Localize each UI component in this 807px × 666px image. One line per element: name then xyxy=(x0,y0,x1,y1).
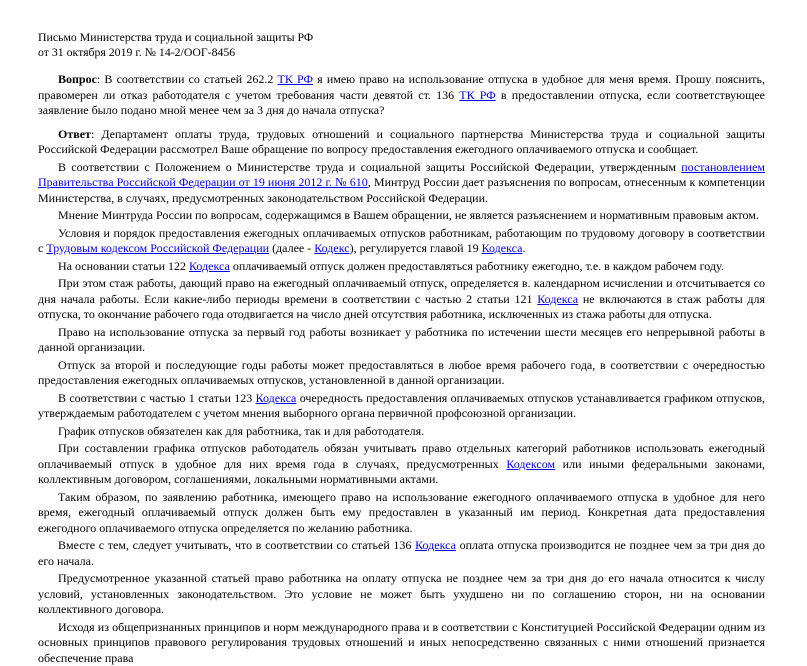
document-title: Письмо Министерства труда и социальной защиты РФ xyxy=(38,30,758,45)
answer-paragraph: Ответ: Департамент оплаты труда, трудовых отношений и социального партнерства Министерства труда и социальной защиты Российской Федерации рассмотрел Ваше обращение по вопросу предоставления ежегодного оплачиваемого отпуска и сообщает. xyxy=(38,127,765,158)
link-kodeks[interactable]: Кодекс xyxy=(314,241,349,255)
answer-paragraph: Предусмотренное указанной статьей право работника на оплату отпуска не позднее чем за три дня до его начала относится к числу условий, установленных законодательством. Это условие не может быть ухудшено ни по соглашению сторон, ни на основании коллективного договора. xyxy=(38,571,765,618)
link-labor-code[interactable]: Трудовым кодексом Российской Федерации xyxy=(46,241,269,255)
document-date-number: от 31 октября 2019 г. № 14-2/ООГ-8456 xyxy=(38,45,758,60)
answer-paragraph: Мнение Минтруда России по вопросам, содержащимся в Вашем обращении, не является разъяснением и нормативным правовым актом. xyxy=(38,208,765,224)
link-tk-rf[interactable]: ТК РФ xyxy=(459,88,495,102)
question-label: Вопрос xyxy=(58,72,97,86)
answer-paragraph: В соответствии с Положением о Министерстве труда и социальной защиты Российской Федерации, утвержденным постановлением Правительства Российской Федерации от 19 июня 2012 г. № 610, Минтруд России дает разъяснения по вопросам, отнесенным к компетенции Министерства, в случаях, предусмотренных законодательством Российской Федерации. xyxy=(38,160,765,207)
document-body xyxy=(38,72,765,666)
answer-paragraph: График отпусков обязателен как для работника, так и для работодателя. xyxy=(38,424,765,440)
answer-paragraph: Вместе с тем, следует учитывать, что в соответствии со статьей 136 Кодекса оплата отпуска производится не позднее чем за три дня до его начала. xyxy=(38,538,765,569)
link-kodeks[interactable]: Кодекса xyxy=(189,259,230,273)
link-kodeks[interactable]: Кодекса xyxy=(537,292,578,306)
document-header xyxy=(38,30,758,59)
answer-paragraph: Право на использование отпуска за первый год работы возникает у работника по истечении шести месяцев его непрерывной работы в данной организации. xyxy=(38,325,765,356)
answer-label: Ответ xyxy=(58,127,91,141)
answer-paragraph: При этом стаж работы, дающий право на ежегодный оплачиваемый отпуск, определяется в. календарном исчислении и отсчитывается со дня начала работы. Если какие-либо периоды времени в соответствии с частью 2 статьи 121 Кодекса не включаются в стаж работы для отпуска, то окончание рабочего года отодвигается на число дней отсутствия работника, исключенных из стажа работы для отпуска. xyxy=(38,276,765,323)
answer-paragraph: В соответствии с частью 1 статьи 123 Кодекса очередность предоставления оплачиваемых отпусков устанавливается графиком отпусков, утверждаемым работодателем с учетом мнения выборного органа первичной профсоюзной организации. xyxy=(38,391,765,422)
answer-paragraph: При составлении графика отпусков работодатель обязан учитывать право отдельных категорий работников использовать ежегодный оплачиваемый отпуск в удобное для них время года в случаях, предусмотренных Кодексом или иными федеральными законами, коллективным договором, соглашениями, локальными нормативными актами. xyxy=(38,441,765,488)
answer-paragraph: Условия и порядок предоставления ежегодных оплачиваемых отпусков работникам, работающим по трудовому договору в соответствии с Трудовым кодексом Российской Федерации (далее - Кодекс), регулируется главой 19 Кодекса. xyxy=(38,226,765,257)
link-tk-rf[interactable]: ТК РФ xyxy=(278,72,313,86)
answer-paragraph: Таким образом, по заявлению работника, имеющего право на использование ежегодного оплачиваемого отпуска в удобное для него время, ежегодный оплачиваемый отпуск должен быть ему предоставлен в указанный им период. Конкретная дата предоставления ежегодного оплачиваемого отпуска определяется по желанию работника. xyxy=(38,490,765,537)
question-paragraph: Вопрос: В соответствии со статьей 262.2 ТК РФ я имею право на использование отпуска в удобное для меня время. Прошу пояснить, правомерен ли отказ работодателя с учетом требования части девятой ст. 136 ТК РФ в предоставлении отпуска, если соответствующее заявление было подано мной менее чем за 3 дня до начала отпуска? xyxy=(38,72,765,119)
answer-paragraph: На основании статьи 122 Кодекса оплачиваемый отпуск должен предоставляться работнику ежегодно, т.е. в каждом рабочем году. xyxy=(38,259,765,275)
link-kodeksom[interactable]: Кодексом xyxy=(506,457,555,471)
answer-paragraph: Отпуск за второй и последующие годы работы может предоставляться в любое время рабочего года, в соответствии с очередностью предоставления ежегодных оплачиваемых отпусков, установленной в данной организации. xyxy=(38,358,765,389)
link-kodeks[interactable]: Кодекса xyxy=(256,391,297,405)
link-government-decree[interactable]: постановлением Правительства Российской Федерации от 19 июня 2012 г. № 610 xyxy=(38,160,765,190)
link-kodeks[interactable]: Кодекса xyxy=(415,538,456,552)
link-kodeks[interactable]: Кодекса xyxy=(482,241,523,255)
answer-paragraph: Исходя из общепризнанных принципов и норм международного права и в соответствии с Конституцией Российской Федерации одним из основных принципов правового регулирования трудовых отношений и иных непосредственно связанных с ними отношений признается обеспечение права xyxy=(38,620,765,666)
